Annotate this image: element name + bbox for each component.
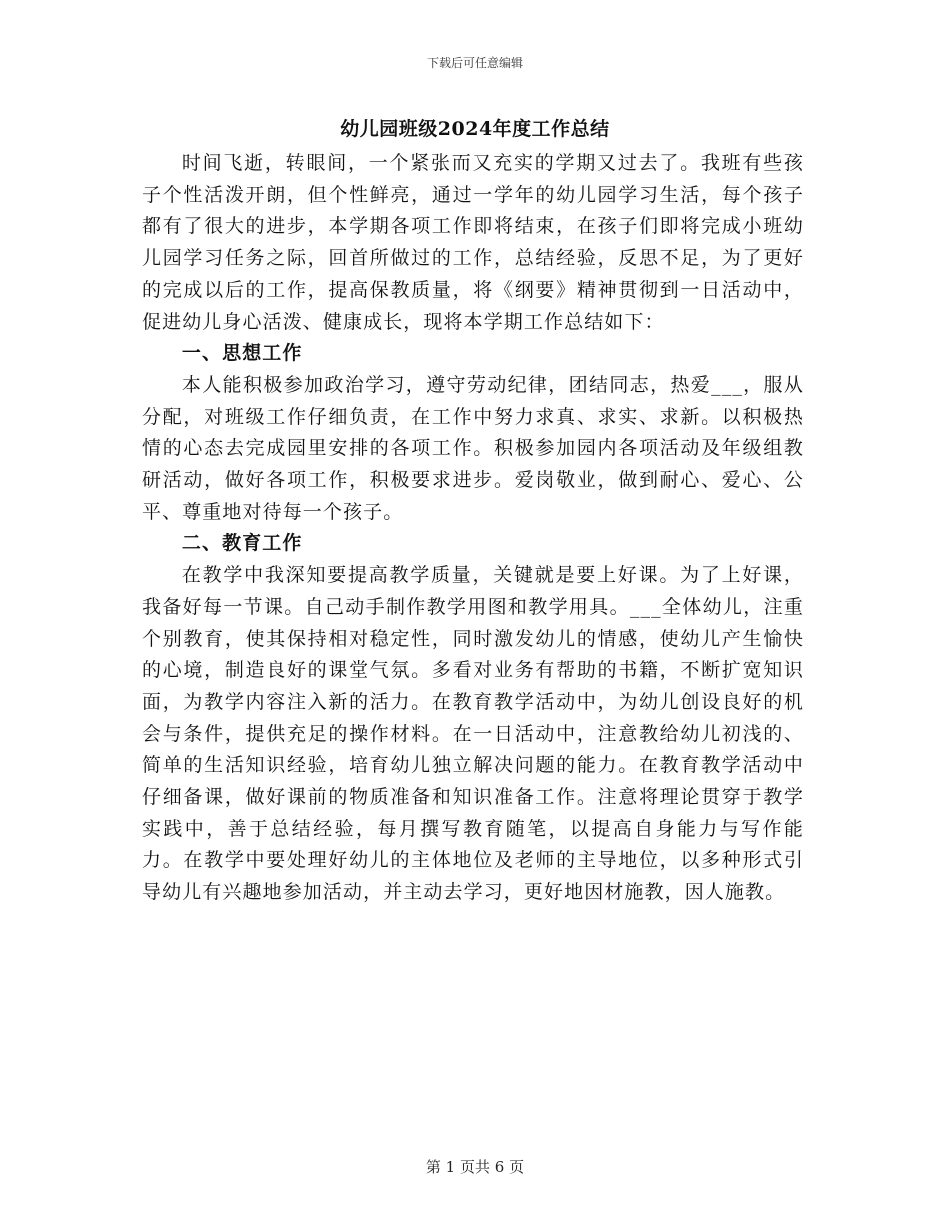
document-body (142, 148, 804, 909)
section-paragraph-ideology: 本人能积极参加政治学习，遵守劳动纪律，团结同志，热爱___，服从分配，对班级工作仔细负责，在工作中努力求真、求实、求新。以积极热情的心态去完成园里安排的各项工作。积极参加园内各项活动及年级组教研活动，做好各项工作，积极要求进步。爱岗敬业，做到耐心、爱心、公平、尊重地对待每一个孩子。 (142, 373, 804, 523)
intro-paragraph: 时间飞逝，转眼间，一个紧张而又充实的学期又过去了。我班有些孩子个性活泼开朗，但个性鲜亮，通过一学年的幼儿园学习生活，每个孩子都有了很大的进步，本学期各项工作即将结束，在孩子们即将完成小班幼儿园学习任务之际，回首所做过的工作，总结经验，反思不足，为了更好的完成以后的工作，提高保教质量，将《纲要》精神贯彻到一日活动中，促进幼儿身心活泼、健康成长，现将本学期工作总结如下： (142, 152, 804, 333)
section-paragraph-education: 在教学中我深知要提高教学质量，关键就是要上好课。为了上好课，我备好每一节课。自己动手制作教学用图和教学用具。___全体幼儿，注重个别教育，使其保持相对稳定性，同时激发幼儿的情感，使幼儿产生愉快的心境，制造良好的课堂气氛。多看对业务有帮助的书籍，不断扩宽知识面，为教学内容注入新的活力。在教育教学活动中，为幼儿创设良好的机会与条件，提供充足的操作材料。在一日活动中，注意教给幼儿初浅的、简单的生活知识经验，培育幼儿独立解决问题的能力。在教育教学活动中仔细备课，做好课前的物质准备和知识准备工作。注意将理论贯穿于教学实践中，善于总结经验，每月撰写教育随笔，以提高自身能力与写作能力。在教学中要处理好幼儿的主体地位及老师的主导地位，以多种形式引导幼儿有兴趣地参加活动，并主动去学习，更好地因材施教，因人施教。 (142, 564, 804, 904)
header-note: 下载后可任意编辑 (426, 56, 523, 70)
document-title: 幼儿园班级2024年度工作总结 (340, 118, 610, 140)
section-heading-ideology: 一、思想工作 (181, 342, 303, 365)
page-indicator: 第 1 页共 6 页 (425, 1158, 525, 1176)
section-heading-education: 二、教育工作 (181, 532, 303, 555)
